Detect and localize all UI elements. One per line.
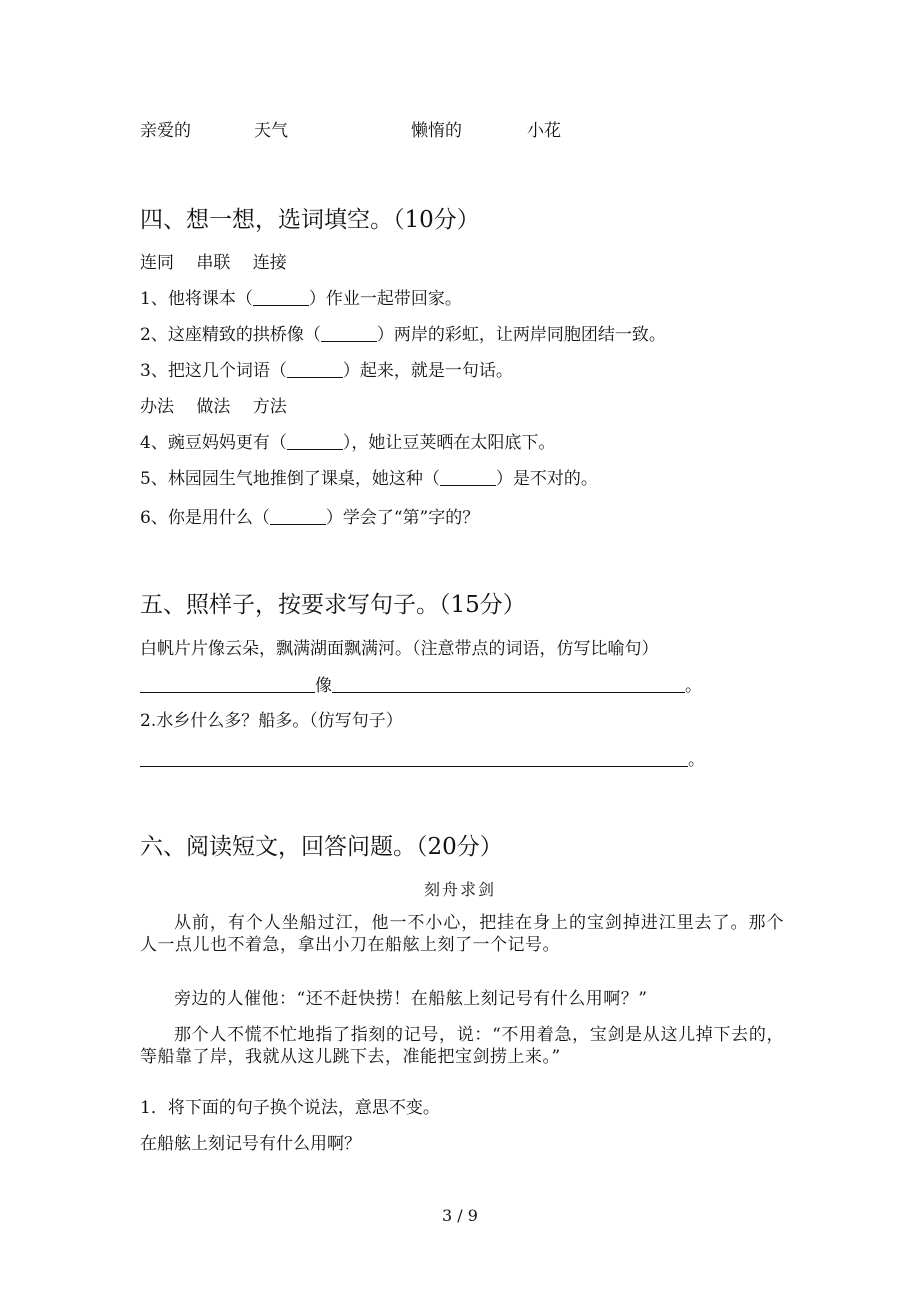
passage-paragraph-3: 那个人不慌不忙地指了指刻的记号，说：“不用着急，宝剑是从这儿掉下去的，等船靠了岸，我就从这儿跳下去，准能把宝剑捞上来。” (140, 1025, 784, 1067)
word-1: 亲爱的 (140, 121, 191, 141)
simile-answer-line: 像 。 (140, 675, 702, 697)
answer-blank[interactable] (287, 361, 343, 378)
word-3: 懒惰的 (411, 121, 462, 141)
question-3: 3、把这几个词语（ ）起来，就是一句话。 (140, 361, 513, 381)
sample-sentence: 白帆片片像云朵，飘满湖面飘满河。（注意带点的词语，仿写比喻句） (140, 639, 659, 659)
word-4: 小花 (527, 121, 561, 141)
section6-heading: 六、阅读短文，回答问题。（20分） (140, 834, 503, 860)
question-5: 5、林园园生气地推倒了课桌，她这种（ ）是不对的。 (140, 469, 598, 489)
answer-blank[interactable] (321, 325, 377, 342)
question-6-1: 1．将下面的句子换个说法，意思不变。 (140, 1098, 440, 1118)
section4-heading: 四、想一想，选词填空。（10分） (140, 207, 480, 233)
question-4: 4、豌豆妈妈更有（ ），她让豆荚晒在太阳底下。 (140, 433, 556, 453)
answer-blank[interactable] (253, 289, 309, 306)
section5-heading: 五、照样子，按要求写句子。（15分） (140, 592, 526, 618)
question-6: 6、你是用什么（ ）学会了“第”字的？ (140, 508, 480, 528)
answer-blank[interactable] (140, 676, 315, 693)
page-number: 3 / 9 (442, 1206, 478, 1225)
answer-blank[interactable] (140, 750, 688, 767)
answer-blank[interactable] (287, 433, 343, 450)
word-group-1: 连同 串联 连接 (140, 253, 287, 273)
answer-blank[interactable] (270, 508, 326, 525)
imitation-answer-line: 。 (140, 749, 705, 771)
word-2: 天气 (254, 121, 288, 141)
answer-blank[interactable] (332, 676, 685, 693)
word-group-2: 办法 做法 方法 (140, 397, 287, 417)
question-6-1-sentence: 在船舷上刻记号有什么用啊？ (140, 1134, 361, 1154)
passage-title: 刻舟求剑 (423, 880, 496, 899)
passage-paragraph-2: 旁边的人催他：“还不赶快捞！在船舷上刻记号有什么用啊？” (174, 989, 648, 1009)
question-2: 2、这座精致的拱桥像（ ）两岸的彩虹，让两岸同胞团结一致。 (140, 325, 666, 345)
passage-paragraph-1: 从前，有个人坐船过江，他一不小心，把挂在身上的宝剑掉进江里去了。那个人一点儿也不着急，拿出小刀在船舷上刻了一个记号。 (140, 913, 784, 955)
answer-blank[interactable] (440, 469, 496, 486)
question-1: 1、他将课本（ ）作业一起带回家。 (140, 289, 462, 309)
question-5-2: 2.水乡什么多？船多。（仿写句子） (140, 711, 403, 731)
